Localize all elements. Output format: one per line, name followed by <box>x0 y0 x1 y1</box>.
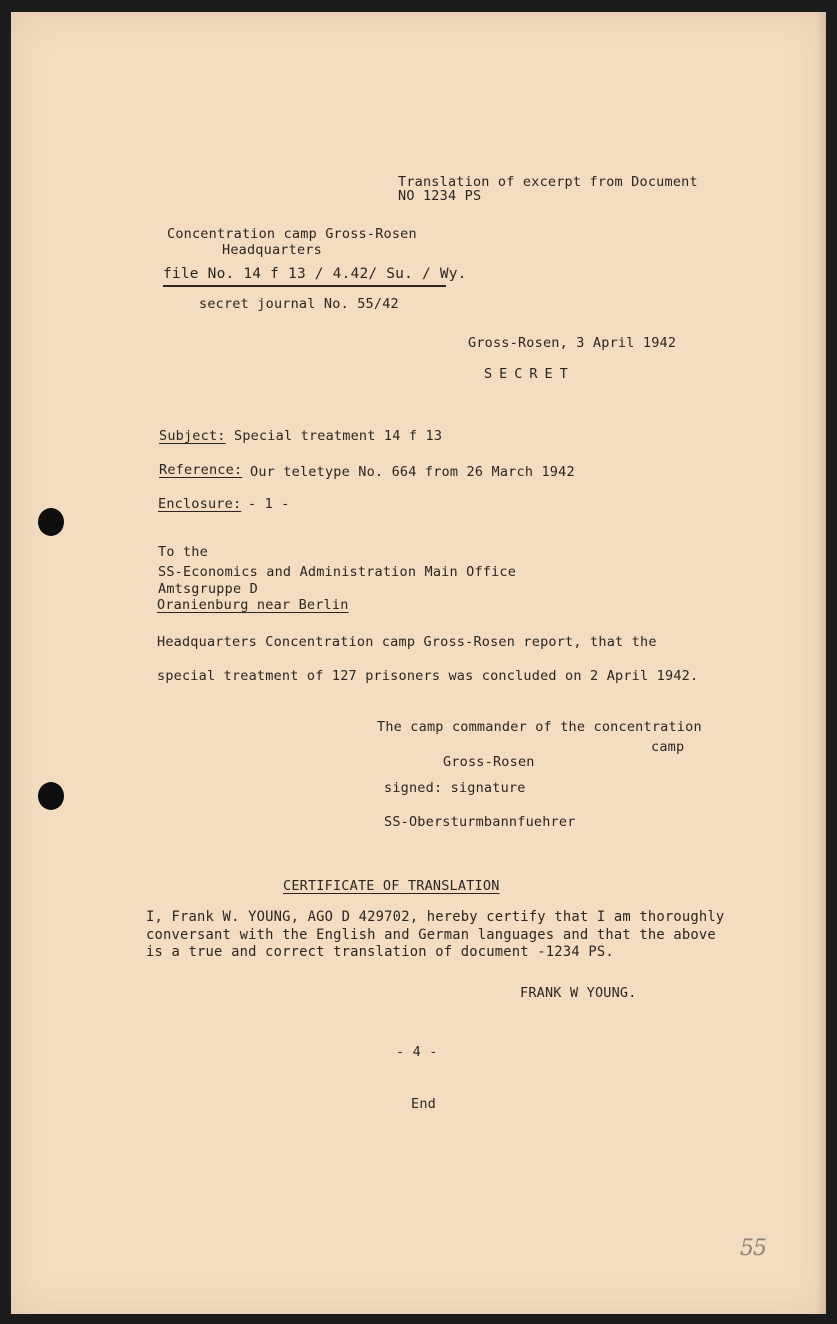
certificate-signer: FRANK W YOUNG. <box>520 985 637 1001</box>
pencil-page-mark: 55 <box>740 1236 766 1261</box>
office-unit: Headquarters <box>222 242 322 258</box>
signature-block-line1: The camp commander of the concentration <box>377 719 702 735</box>
document-page <box>11 12 826 1314</box>
enclosure-value: - 1 - <box>248 496 290 512</box>
recipient-line2: SS-Economics and Administration Main Office <box>158 564 517 580</box>
classification-mark: SECRET <box>484 366 575 382</box>
dateline: Gross-Rosen, 3 April 1942 <box>468 335 677 351</box>
secret-journal-number: secret journal No. 55/42 <box>199 296 399 312</box>
reference-label: Reference: <box>159 462 243 478</box>
punch-hole-lower <box>38 782 64 810</box>
recipient-line1: To the <box>158 544 208 560</box>
signature-block-line5: SS-Obersturmbannfuehrer <box>384 814 576 830</box>
signature-block-line3: Gross-Rosen <box>443 754 535 770</box>
recipient-line4: Oranienburg near Berlin <box>157 597 349 613</box>
end-mark: End <box>411 1096 436 1112</box>
certificate-title: CERTIFICATE OF TRANSLATION <box>283 878 500 894</box>
certificate-line1: I, Frank W. YOUNG, AGO D 429702, hereby certify that I am thoroughly <box>146 909 725 925</box>
file-number-underline <box>163 285 446 287</box>
punch-hole-upper <box>38 508 64 536</box>
enclosure-label: Enclosure: <box>158 496 242 512</box>
recipient-line3: Amtsgruppe D <box>158 581 258 597</box>
certificate-line2: conversant with the English and German languages and that the above <box>146 927 716 943</box>
document-header-line2: NO 1234 PS <box>398 188 482 204</box>
body-line1: Headquarters Concentration camp Gross-Rosen report, that the <box>157 634 657 650</box>
paper-edge-shadow <box>816 12 826 1314</box>
office-name: Concentration camp Gross-Rosen <box>167 226 417 242</box>
reference-value: Our teletype No. 664 from 26 March 1942 <box>250 464 575 480</box>
subject-label: Subject: <box>159 428 226 444</box>
body-line2: special treatment of 127 prisoners was concluded on 2 April 1942. <box>157 668 699 684</box>
file-number: file No. 14 f 13 / 4.42/ Su. / Wy. <box>163 266 467 282</box>
page-number: - 4 - <box>396 1044 438 1060</box>
document-header-line1: Translation of excerpt from Document <box>398 174 698 190</box>
certificate-line3: is a true and correct translation of document -1234 PS. <box>146 944 614 960</box>
signature-block-line4: signed: signature <box>384 780 526 796</box>
signature-block-line2: camp <box>651 739 685 755</box>
subject-value: Special treatment 14 f 13 <box>234 428 443 444</box>
